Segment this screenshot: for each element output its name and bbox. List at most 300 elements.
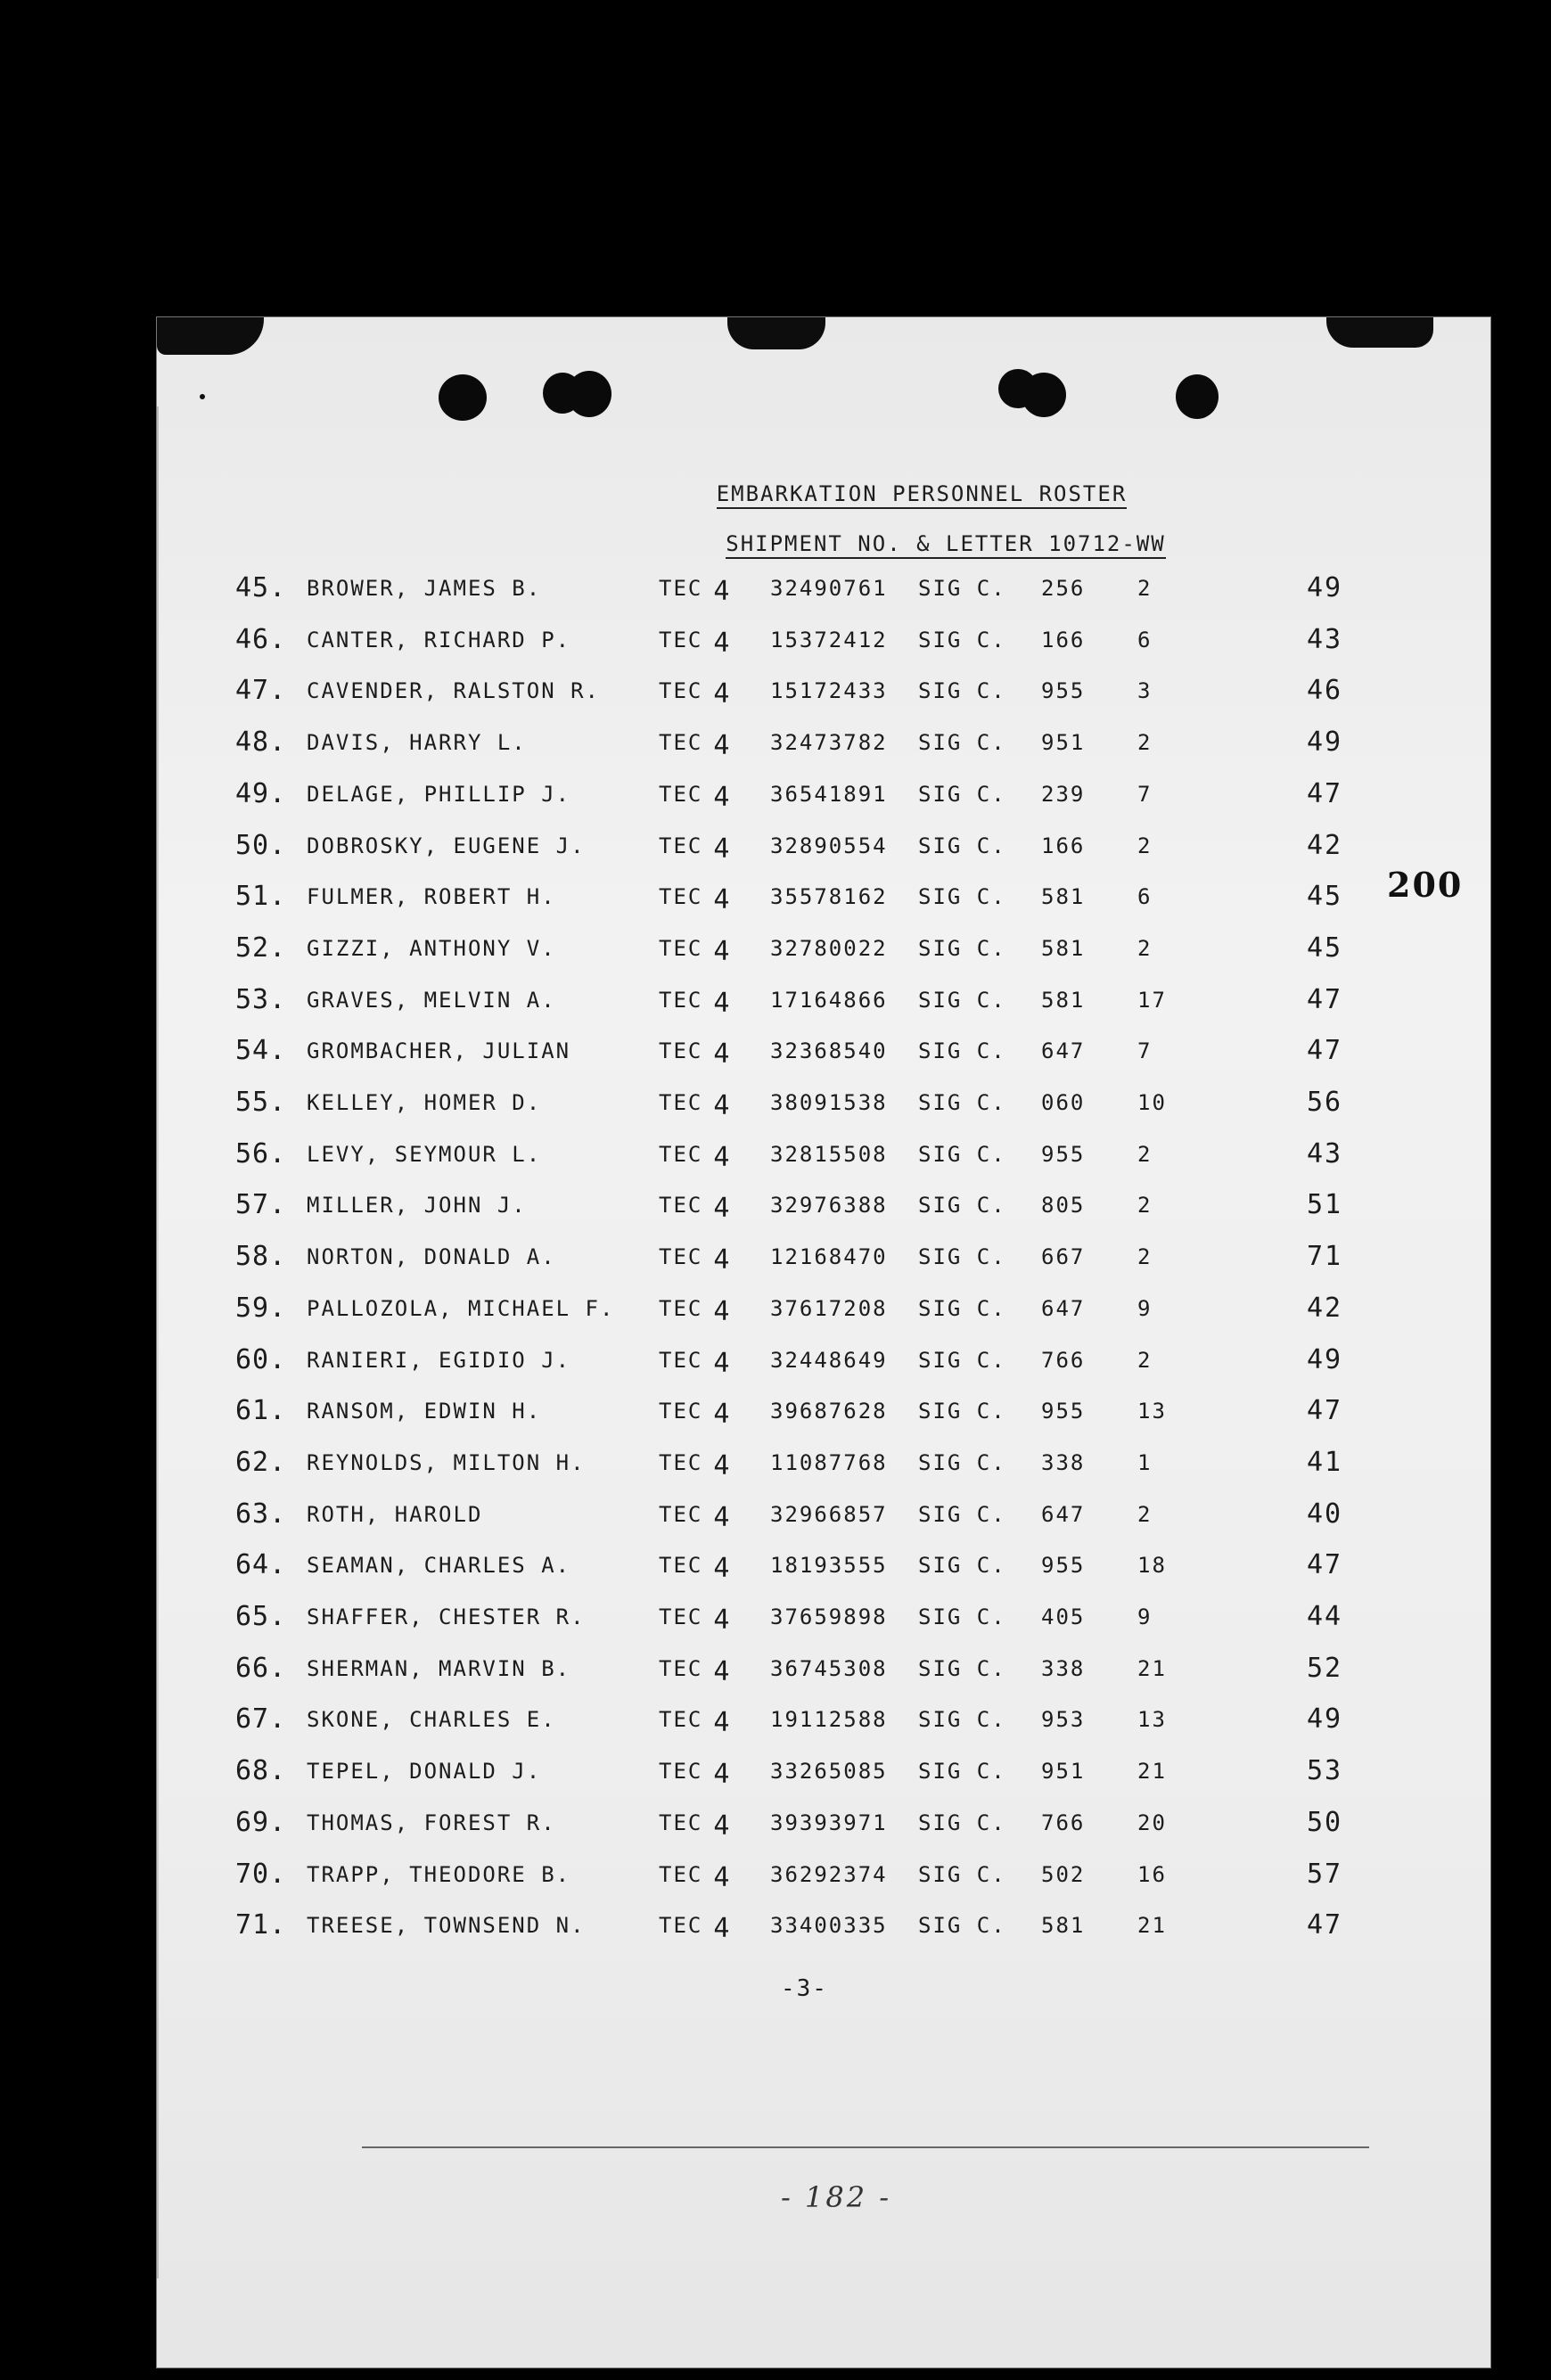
- grade-label: TEC: [659, 1656, 703, 1681]
- grade-level: 4: [713, 1399, 732, 1430]
- soldier-name: DAVIS, HARRY L.: [307, 730, 527, 755]
- specialty-code: 256: [1041, 576, 1086, 601]
- grade-level: 4: [713, 1656, 732, 1687]
- branch: SIG C.: [918, 730, 1006, 755]
- row-number: 51.: [235, 881, 287, 912]
- soldier-name: ROTH, HAROLD: [307, 1502, 483, 1527]
- age-value: 53: [1307, 1755, 1343, 1786]
- specialty-code: 766: [1041, 1810, 1086, 1835]
- serial-number: 17164866: [770, 988, 888, 1013]
- roster-row: [157, 572, 1490, 611]
- specialty-code: 953: [1041, 1707, 1086, 1732]
- grade-level: 4: [713, 1810, 732, 1842]
- grade-level: 4: [713, 782, 732, 813]
- row-number: 55.: [235, 1087, 287, 1118]
- grade-label: TEC: [659, 936, 703, 961]
- specialty-code: 581: [1041, 936, 1086, 961]
- roster-row: [157, 778, 1490, 817]
- grade-level: 4: [713, 884, 732, 915]
- branch: SIG C.: [918, 1810, 1006, 1835]
- roster-row: [157, 624, 1490, 663]
- serial-number: 36745308: [770, 1656, 888, 1681]
- grade-level: 4: [713, 1604, 732, 1636]
- grade: [659, 1707, 732, 1738]
- grade-label: TEC: [659, 678, 703, 703]
- soldier-name: PALLOZOLA, MICHAEL F.: [307, 1296, 615, 1321]
- months-value: 2: [1137, 1348, 1153, 1373]
- grade-label: TEC: [659, 1193, 703, 1218]
- grade: [659, 730, 732, 761]
- footer-divider: [362, 2146, 1369, 2148]
- branch: SIG C.: [918, 1707, 1006, 1732]
- roster-row: [157, 1601, 1490, 1640]
- age-value: 51: [1307, 1189, 1343, 1220]
- serial-number: 33265085: [770, 1759, 888, 1784]
- grade-label: TEC: [659, 1244, 703, 1269]
- roster-row: [157, 1035, 1490, 1074]
- specialty-code: 581: [1041, 1913, 1086, 1938]
- months-value: 7: [1137, 782, 1153, 807]
- grade: [659, 1913, 732, 1944]
- serial-number: 32890554: [770, 833, 888, 858]
- roster-row: [157, 1703, 1490, 1743]
- months-value: 2: [1137, 730, 1153, 755]
- age-value: 47: [1307, 1395, 1343, 1426]
- grade: [659, 1502, 732, 1533]
- soldier-name: SKONE, CHARLES E.: [307, 1707, 556, 1732]
- specialty-code: 338: [1041, 1656, 1086, 1681]
- grade-label: TEC: [659, 988, 703, 1013]
- months-value: 6: [1137, 628, 1153, 652]
- grade: [659, 1038, 732, 1070]
- roster-row: [157, 1087, 1490, 1126]
- specialty-code: 581: [1041, 988, 1086, 1013]
- grade-level: 4: [713, 1759, 732, 1790]
- grade-label: TEC: [659, 576, 703, 601]
- roster-page: [157, 317, 1490, 2368]
- age-value: 47: [1307, 1549, 1343, 1580]
- row-number: 54.: [235, 1035, 287, 1066]
- specialty-code: 955: [1041, 1553, 1086, 1578]
- roster-row: [157, 1447, 1490, 1486]
- branch: SIG C.: [918, 782, 1006, 807]
- serial-number: 18193555: [770, 1553, 888, 1578]
- soldier-name: FULMER, ROBERT H.: [307, 884, 556, 909]
- branch: SIG C.: [918, 1759, 1006, 1784]
- age-value: 45: [1307, 932, 1343, 964]
- grade: [659, 1193, 732, 1224]
- branch: SIG C.: [918, 628, 1006, 652]
- months-value: 20: [1137, 1810, 1167, 1835]
- roster-row: [157, 984, 1490, 1023]
- row-number: 62.: [235, 1447, 287, 1478]
- roster-row: [157, 1395, 1490, 1434]
- specialty-code: 239: [1041, 782, 1086, 807]
- soldier-name: RANSOM, EDWIN H.: [307, 1399, 542, 1424]
- grade-label: TEC: [659, 884, 703, 909]
- row-number: 49.: [235, 778, 287, 809]
- folio-number: - 182 -: [781, 2180, 892, 2214]
- grade-label: TEC: [659, 1348, 703, 1373]
- months-value: 2: [1137, 1142, 1153, 1167]
- roster-row: [157, 1755, 1490, 1794]
- months-value: 21: [1137, 1656, 1167, 1681]
- months-value: 21: [1137, 1913, 1167, 1938]
- branch: SIG C.: [918, 936, 1006, 961]
- branch: SIG C.: [918, 1450, 1006, 1475]
- grade-label: TEC: [659, 782, 703, 807]
- months-value: 2: [1137, 1502, 1153, 1527]
- punch-hole: [439, 374, 487, 421]
- branch: SIG C.: [918, 678, 1006, 703]
- branch: SIG C.: [918, 884, 1006, 909]
- soldier-name: GIZZI, ANTHONY V.: [307, 936, 556, 961]
- row-number: 53.: [235, 984, 287, 1015]
- months-value: 2: [1137, 1244, 1153, 1269]
- grade-label: TEC: [659, 1450, 703, 1475]
- months-value: 16: [1137, 1862, 1167, 1887]
- roster-row: [157, 1189, 1490, 1228]
- age-value: 47: [1307, 778, 1343, 809]
- serial-number: 32448649: [770, 1348, 888, 1373]
- serial-number: 39687628: [770, 1399, 888, 1424]
- grade: [659, 1810, 732, 1842]
- row-number: 66.: [235, 1653, 287, 1684]
- soldier-name: SHERMAN, MARVIN B.: [307, 1656, 571, 1681]
- branch: SIG C.: [918, 833, 1006, 858]
- specialty-code: 805: [1041, 1193, 1086, 1218]
- grade-level: 4: [713, 1296, 732, 1327]
- roster-row: [157, 726, 1490, 766]
- row-number: 69.: [235, 1807, 287, 1838]
- months-value: 13: [1137, 1399, 1167, 1424]
- roster-row: [157, 1241, 1490, 1280]
- roster-row: [157, 1293, 1490, 1332]
- serial-number: 19112588: [770, 1707, 888, 1732]
- grade-level: 4: [713, 1553, 732, 1584]
- grade-level: 4: [713, 988, 732, 1019]
- grade: [659, 936, 732, 967]
- row-number: 59.: [235, 1293, 287, 1324]
- grade-level: 4: [713, 1348, 732, 1379]
- grade-level: 4: [713, 1862, 732, 1893]
- grade: [659, 628, 732, 659]
- months-value: 17: [1137, 988, 1167, 1013]
- specialty-code: 951: [1041, 1759, 1086, 1784]
- specialty-code: 405: [1041, 1604, 1086, 1629]
- grade-label: TEC: [659, 1604, 703, 1629]
- specialty-code: 955: [1041, 1399, 1086, 1424]
- specialty-code: 647: [1041, 1502, 1086, 1527]
- branch: SIG C.: [918, 1913, 1006, 1938]
- serial-number: 37617208: [770, 1296, 888, 1321]
- serial-number: 32490761: [770, 576, 888, 601]
- grade: [659, 833, 732, 865]
- soldier-name: GROMBACHER, JULIAN: [307, 1038, 571, 1063]
- margin-annotation: 200: [1387, 865, 1464, 905]
- roster-row: [157, 1498, 1490, 1538]
- grade: [659, 1348, 732, 1379]
- grade-level: 4: [713, 576, 732, 607]
- specialty-code: 667: [1041, 1244, 1086, 1269]
- row-number: 68.: [235, 1755, 287, 1786]
- branch: SIG C.: [918, 1193, 1006, 1218]
- serial-number: 32368540: [770, 1038, 888, 1063]
- grade-level: 4: [713, 1193, 732, 1224]
- branch: SIG C.: [918, 1604, 1006, 1629]
- grade-label: TEC: [659, 1090, 703, 1115]
- soldier-name: DOBROSKY, EUGENE J.: [307, 833, 586, 858]
- soldier-name: MILLER, JOHN J.: [307, 1193, 527, 1218]
- roster-title: EMBARKATION PERSONNEL ROSTER: [255, 481, 1551, 506]
- row-number: 63.: [235, 1498, 287, 1530]
- roster-row: [157, 1138, 1490, 1178]
- specialty-code: 951: [1041, 730, 1086, 755]
- specialty-code: 955: [1041, 678, 1086, 703]
- row-number: 67.: [235, 1703, 287, 1735]
- specialty-code: 955: [1041, 1142, 1086, 1167]
- grade-level: 4: [713, 833, 732, 865]
- soldier-name: THOMAS, FOREST R.: [307, 1810, 556, 1835]
- soldier-name: CAVENDER, RALSTON R.: [307, 678, 600, 703]
- grade-level: 4: [713, 628, 732, 659]
- age-value: 45: [1307, 881, 1343, 912]
- row-number: 64.: [235, 1549, 287, 1580]
- punch-hole: [567, 371, 611, 417]
- specialty-code: 502: [1041, 1862, 1086, 1887]
- grade: [659, 1759, 732, 1790]
- age-value: 56: [1307, 1087, 1343, 1118]
- age-value: 46: [1307, 675, 1343, 706]
- specialty-code: 647: [1041, 1296, 1086, 1321]
- page-spot: [200, 394, 205, 399]
- serial-number: 38091538: [770, 1090, 888, 1115]
- age-value: 49: [1307, 1344, 1343, 1375]
- branch: SIG C.: [918, 1553, 1006, 1578]
- branch: SIG C.: [918, 1348, 1006, 1373]
- branch: SIG C.: [918, 1038, 1006, 1063]
- soldier-name: SHAFFER, CHESTER R.: [307, 1604, 586, 1629]
- age-value: 43: [1307, 624, 1343, 655]
- grade-level: 4: [713, 1090, 732, 1121]
- page-number: -3-: [781, 1975, 828, 2002]
- soldier-name: TEPEL, DONALD J.: [307, 1759, 542, 1784]
- branch: SIG C.: [918, 1656, 1006, 1681]
- months-value: 13: [1137, 1707, 1167, 1732]
- grade-level: 4: [713, 1707, 732, 1738]
- soldier-name: DELAGE, PHILLIP J.: [307, 782, 571, 807]
- soldier-name: TREESE, TOWNSEND N.: [307, 1913, 586, 1938]
- serial-number: 32780022: [770, 936, 888, 961]
- roster-row: [157, 675, 1490, 714]
- torn-edge: [727, 317, 825, 349]
- serial-number: 36292374: [770, 1862, 888, 1887]
- specialty-code: 166: [1041, 833, 1086, 858]
- grade-label: TEC: [659, 1399, 703, 1424]
- roster-row: [157, 881, 1490, 920]
- grade-label: TEC: [659, 1810, 703, 1835]
- shipment-number: SHIPMENT NO. & LETTER 10712-WW: [279, 531, 1551, 556]
- grade-label: TEC: [659, 1502, 703, 1527]
- serial-number: 11087768: [770, 1450, 888, 1475]
- row-number: 71.: [235, 1909, 287, 1941]
- age-value: 40: [1307, 1498, 1343, 1530]
- grade: [659, 1553, 732, 1584]
- grade-level: 4: [713, 678, 732, 710]
- roster-row: [157, 1344, 1490, 1383]
- torn-edge: [1326, 317, 1433, 348]
- age-value: 49: [1307, 1703, 1343, 1735]
- grade: [659, 988, 732, 1019]
- serial-number: 15172433: [770, 678, 888, 703]
- punch-hole: [1022, 373, 1066, 417]
- soldier-name: GRAVES, MELVIN A.: [307, 988, 556, 1013]
- grade-label: TEC: [659, 730, 703, 755]
- months-value: 21: [1137, 1759, 1167, 1784]
- specialty-code: 581: [1041, 884, 1086, 909]
- branch: SIG C.: [918, 576, 1006, 601]
- months-value: 1: [1137, 1450, 1153, 1475]
- torn-edge: [157, 317, 264, 355]
- age-value: 50: [1307, 1807, 1343, 1838]
- row-number: 70.: [235, 1859, 287, 1890]
- grade: [659, 1604, 732, 1636]
- row-number: 60.: [235, 1344, 287, 1375]
- age-value: 52: [1307, 1653, 1343, 1684]
- grade-label: TEC: [659, 1038, 703, 1063]
- months-value: 7: [1137, 1038, 1153, 1063]
- age-value: 71: [1307, 1241, 1343, 1272]
- serial-number: 32966857: [770, 1502, 888, 1527]
- serial-number: 37659898: [770, 1604, 888, 1629]
- age-value: 42: [1307, 1293, 1343, 1324]
- branch: SIG C.: [918, 1090, 1006, 1115]
- row-number: 57.: [235, 1189, 287, 1220]
- months-value: 9: [1137, 1604, 1153, 1629]
- grade-level: 4: [713, 936, 732, 967]
- grade-label: TEC: [659, 1553, 703, 1578]
- row-number: 48.: [235, 726, 287, 758]
- grade-label: TEC: [659, 1707, 703, 1732]
- row-number: 58.: [235, 1241, 287, 1272]
- specialty-code: 766: [1041, 1348, 1086, 1373]
- row-number: 47.: [235, 675, 287, 706]
- branch: SIG C.: [918, 1296, 1006, 1321]
- grade-level: 4: [713, 1913, 732, 1944]
- branch: SIG C.: [918, 1399, 1006, 1424]
- row-number: 52.: [235, 932, 287, 964]
- grade: [659, 884, 732, 915]
- branch: SIG C.: [918, 1244, 1006, 1269]
- grade: [659, 1862, 732, 1893]
- serial-number: 32473782: [770, 730, 888, 755]
- age-value: 57: [1307, 1859, 1343, 1890]
- row-number: 50.: [235, 830, 287, 861]
- branch: SIG C.: [918, 1862, 1006, 1887]
- serial-number: 35578162: [770, 884, 888, 909]
- age-value: 44: [1307, 1601, 1343, 1632]
- grade-label: TEC: [659, 1296, 703, 1321]
- branch: SIG C.: [918, 1502, 1006, 1527]
- grade-level: 4: [713, 1244, 732, 1276]
- grade: [659, 1090, 732, 1121]
- months-value: 2: [1137, 576, 1153, 601]
- grade-level: 4: [713, 1038, 732, 1070]
- row-number: 56.: [235, 1138, 287, 1169]
- grade: [659, 1142, 732, 1173]
- grade-level: 4: [713, 1450, 732, 1481]
- grade-label: TEC: [659, 833, 703, 858]
- age-value: 41: [1307, 1447, 1343, 1478]
- soldier-name: KELLEY, HOMER D.: [307, 1090, 542, 1115]
- row-number: 65.: [235, 1601, 287, 1632]
- grade-label: TEC: [659, 628, 703, 652]
- soldier-name: LEVY, SEYMOUR L.: [307, 1142, 542, 1167]
- serial-number: 36541891: [770, 782, 888, 807]
- branch: SIG C.: [918, 1142, 1006, 1167]
- age-value: 47: [1307, 1909, 1343, 1941]
- soldier-name: BROWER, JAMES B.: [307, 576, 542, 601]
- soldier-name: RANIERI, EGIDIO J.: [307, 1348, 571, 1373]
- months-value: 2: [1137, 1193, 1153, 1218]
- serial-number: 32976388: [770, 1193, 888, 1218]
- serial-number: 33400335: [770, 1913, 888, 1938]
- soldier-name: CANTER, RICHARD P.: [307, 628, 571, 652]
- serial-number: 32815508: [770, 1142, 888, 1167]
- age-value: 47: [1307, 1035, 1343, 1066]
- grade: [659, 1656, 732, 1687]
- grade: [659, 678, 732, 710]
- serial-number: 12168470: [770, 1244, 888, 1269]
- grade-label: TEC: [659, 1759, 703, 1784]
- soldier-name: TRAPP, THEODORE B.: [307, 1862, 571, 1887]
- roster-row: [157, 1807, 1490, 1846]
- months-value: 10: [1137, 1090, 1167, 1115]
- punch-hole: [1176, 374, 1219, 419]
- specialty-code: 338: [1041, 1450, 1086, 1475]
- roster-row: [157, 1549, 1490, 1588]
- grade: [659, 1296, 732, 1327]
- soldier-name: SEAMAN, CHARLES A.: [307, 1553, 571, 1578]
- grade: [659, 1244, 732, 1276]
- specialty-code: 647: [1041, 1038, 1086, 1063]
- months-value: 2: [1137, 833, 1153, 858]
- age-value: 49: [1307, 726, 1343, 758]
- row-number: 61.: [235, 1395, 287, 1426]
- roster-row: [157, 830, 1490, 869]
- grade: [659, 576, 732, 607]
- months-value: 3: [1137, 678, 1153, 703]
- months-value: 18: [1137, 1553, 1167, 1578]
- soldier-name: NORTON, DONALD A.: [307, 1244, 556, 1269]
- age-value: 49: [1307, 572, 1343, 603]
- roster-row: [157, 932, 1490, 972]
- grade-level: 4: [713, 1502, 732, 1533]
- grade-label: TEC: [659, 1862, 703, 1887]
- specialty-code: 060: [1041, 1090, 1086, 1115]
- branch: SIG C.: [918, 988, 1006, 1013]
- months-value: 6: [1137, 884, 1153, 909]
- roster-row: [157, 1859, 1490, 1898]
- grade: [659, 1399, 732, 1430]
- grade-level: 4: [713, 730, 732, 761]
- specialty-code: 166: [1041, 628, 1086, 652]
- grade: [659, 1450, 732, 1481]
- grade: [659, 782, 732, 813]
- grade-label: TEC: [659, 1142, 703, 1167]
- serial-number: 39393971: [770, 1810, 888, 1835]
- grade-level: 4: [713, 1142, 732, 1173]
